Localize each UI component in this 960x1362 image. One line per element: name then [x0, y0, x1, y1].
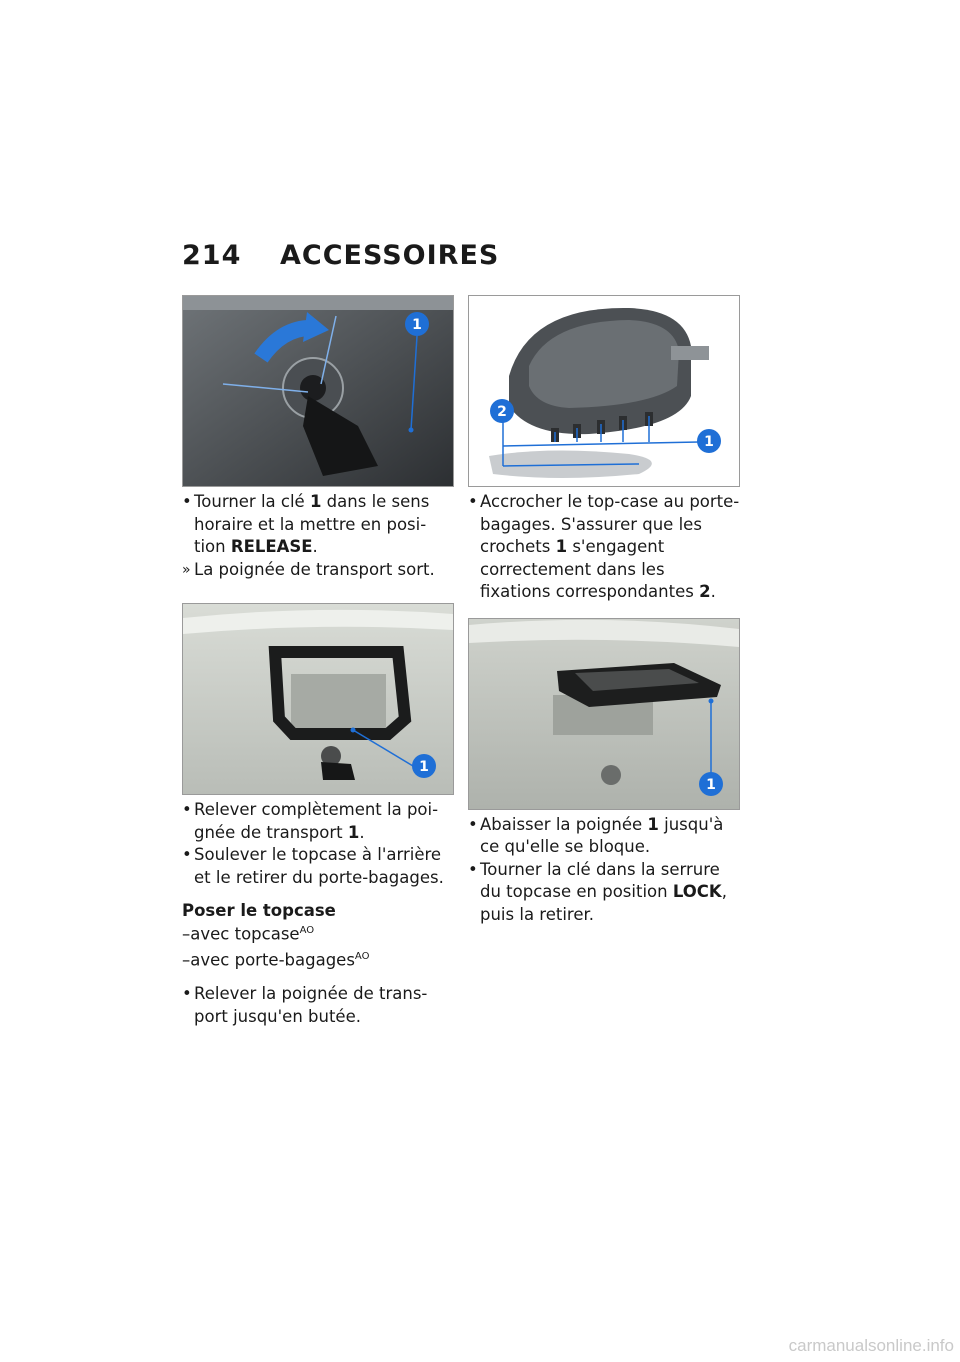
section-heading: Poser le topcase [182, 901, 336, 920]
handle-pull-illustration [183, 604, 453, 794]
list-item: • Accrocher le top-case au porte-bagages. S'assurer que les crochets 1 s'engagent correctement dans les fixations correspondantes 2. [468, 491, 740, 604]
step-list [182, 983, 454, 1028]
step-list [468, 814, 740, 927]
right-column [468, 295, 740, 926]
callout-1: 1 [704, 434, 714, 450]
hook-topcase-illustration [469, 296, 739, 486]
left-column [182, 295, 454, 1028]
list-item: • Relever complètement la poi-gnée de transport 1. [182, 799, 454, 844]
key-release-illustration [183, 296, 453, 486]
option-line: –avec topcase$^{AO}$ [182, 924, 315, 944]
step-list [182, 491, 454, 581]
figure-hook-topcase [468, 295, 740, 487]
list-item: • Tourner la clé 1 dans le sens horaire et la mettre en posi-tion RELEASE. [182, 491, 454, 559]
step-list [468, 491, 740, 604]
step-list [182, 799, 454, 889]
page-header [182, 240, 499, 271]
list-item: • Abaisser la poignée 1 jusqu'à ce qu'elle se bloque. [468, 814, 740, 859]
list-item: » La poignée de transport sort. [182, 559, 454, 582]
figure-handle-lower [468, 618, 740, 810]
watermark: carmanualsonline.info [788, 1336, 954, 1355]
callout-1: 1 [419, 759, 429, 775]
figure-key-release [182, 295, 454, 487]
figure-handle-pull [182, 603, 454, 795]
page-number: 214 [182, 240, 242, 271]
callout-1: 1 [412, 317, 422, 333]
handle-lower-illustration [469, 619, 739, 809]
page-title: ACCESSOIRES [280, 240, 500, 271]
list-item: • Relever la poignée de trans-port jusqu'en butée. [182, 983, 454, 1028]
list-item: • Tourner la clé dans la serrure du topcase en position LOCK, puis la retirer. [468, 859, 740, 927]
list-item: • Soulever le topcase à l'arrière et le retirer du porte-bagages. [182, 844, 454, 889]
callout-1: 1 [706, 776, 716, 793]
callout-2: 2 [497, 404, 507, 420]
option-line: –avec porte-bagages$^{AO}$ [182, 950, 370, 969]
